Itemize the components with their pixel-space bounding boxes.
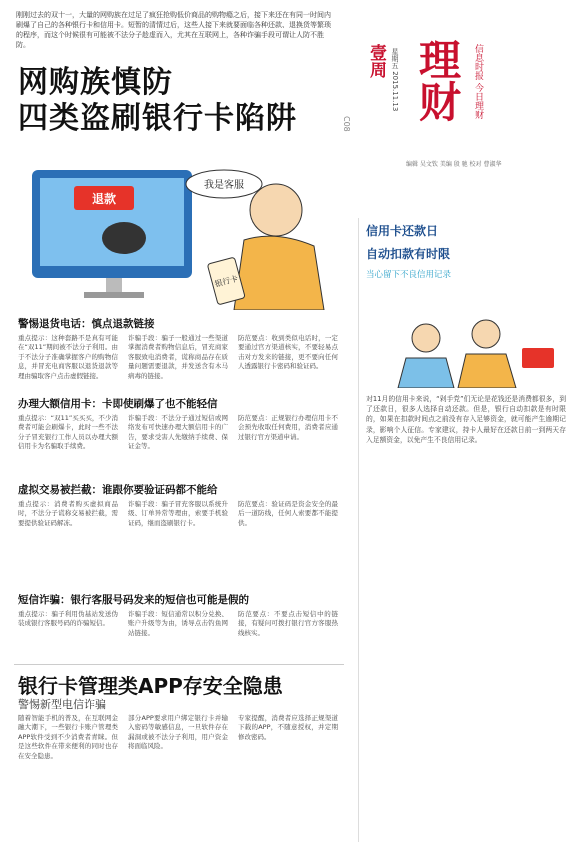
section-code: C08 — [342, 116, 351, 132]
section-2-col-3: 防范要点：正规银行办理信用卡不会预先收取任何费用，消费者应通过银行官方渠道申请。 — [238, 414, 338, 441]
masthead-brand: 信息时报 今日理财 — [473, 44, 483, 119]
section-2-col-2: 诈骗手段：不法分子通过短信或网络发布可快速办理大额信用卡的广告，要求受害人先缴纳手续费、保证金等。 — [128, 414, 228, 451]
masthead-editors: 编辑 吴文钦 美编 殷 驰 校对 曹淑华 — [406, 161, 502, 168]
section-1-col-1: 重点提示：这种套路不是真有可能在“双11”期间被不法分子利用。由于不法分子准确掌握客户的购物信息，并冒充电商客服以退货退款等理由骗取客户点击虚假链接。 — [18, 334, 118, 380]
section-1-col-2: 诈骗手段：骗子一般通过一些渠道掌握消费者购物信息后，冒充商家客服致电消费者，谎称商品存在质量问题需要退款，并发送含有木马病毒的链接。 — [128, 334, 228, 380]
app-section-subtitle: 警惕新型电信诈骗 — [18, 698, 106, 711]
section-2-title: 办理大额信用卡：卡即使刷爆了也不能轻信 — [18, 398, 218, 410]
app-col-2: 部分APP要求用户绑定银行卡并输入密码等敏感信息，一旦软件存在漏洞或被不法分子利用，用户资金将面临风险。 — [128, 714, 228, 751]
cartoon-body-1 — [398, 358, 454, 388]
refund-sign-text: 退款 — [91, 192, 117, 206]
newspaper-page — [14, 8, 566, 842]
masthead-weekly: 壹周 — [366, 44, 386, 78]
cartoon-card — [522, 348, 554, 368]
sidebar-header — [366, 222, 566, 280]
section-1-title: 警惕退货电话：慎点退款链接 — [18, 318, 155, 330]
masthead — [366, 18, 566, 178]
section-4-title: 短信诈骗：银行客服号码发来的短信也可能是假的 — [18, 594, 249, 606]
headline-line-2: 四类盗刷银行卡陷阱 — [18, 101, 297, 136]
app-col-1: 随着智能手机的普及，在互联网金融大潮下，一些银行卡账户管理类APP软件受到不少消费者青睐。但是这些软件在带来便利的同时也存在安全隐患。 — [18, 714, 118, 760]
section-3-col-3: 防范要点：验证码是资金安全的最后一道防线，任何人索要都不能提供。 — [238, 500, 338, 527]
scam-illustration — [14, 150, 332, 310]
sidebar-title-2: 自动扣款有时限 — [366, 247, 451, 261]
monitor-stand — [106, 278, 122, 294]
app-section-title: 银行卡管理类APP存安全隐患 — [18, 674, 283, 698]
victim-head — [250, 184, 302, 236]
section-divider — [14, 664, 344, 665]
victim-body — [234, 236, 324, 310]
section-3-col-1: 重点提示：消费者购买虚拟商品时，不法分子谎称交易被拦截，需要提供验证码解冻。 — [18, 500, 118, 527]
sidebar-body: 对11月的信用卡来说，“剁手党”们无论是花钱还是消费都很多，到了还款日，很多人选择自动还款。但是，银行自动扣款是有时限的，如果在扣款时间点之前没有存入足够资金，就可能产生逾期记录，影响个人征信。专家建议，持卡人最好在还款日前一到两天存入足额资金，以免产生不良信用记录。 — [366, 395, 566, 444]
section-4-col-2: 诈骗手段：短信通常以积分兑换、账户升级等为由，诱导点击钓鱼网站链接。 — [128, 610, 228, 637]
headline-line-1: 网购族慎防 — [18, 65, 173, 100]
bank-card-text: 银行卡 — [213, 273, 240, 289]
section-2-col-1: 重点提示：“双11”买买买，不少消费者可能会刷爆卡，此时一些不法分子冒充银行工作人员以办理大额信用卡为名骗取手续费。 — [18, 414, 118, 451]
section-4-col-1: 重点提示：骗子利用伪基站发送伪装成银行客服号码的诈骗短信。 — [18, 610, 118, 628]
cartoon-figure-1 — [412, 324, 440, 352]
section-3-title: 虚拟交易被拦截：谁跟你要验证码都不能给 — [18, 484, 218, 496]
masthead-title: 理财 — [413, 38, 462, 122]
cartoon-figure-2 — [472, 320, 500, 348]
app-col-3: 专家提醒，消费者应选择正规渠道下载的APP，不随意授权，并定期修改密码。 — [238, 714, 338, 741]
monitor-base — [84, 292, 144, 298]
column-divider — [358, 218, 359, 842]
hacker-hand — [102, 222, 146, 254]
intro-paragraph: 刚刚过去的双十一，大量的网购族在过足了疯狂抢购低价商品的购物瘾之后，接下来还在有同一时间内刷爆了自己的各种银行卡和信用卡。短暂的清情过后，这些人接下来就要面临各种还款、退换货等繁琐的程序，而这个时候很有可能被不法分子趁虚而入，尤其在互联网上，各种诈骗手段可谓让人防不胜防。 — [16, 11, 331, 49]
section-4-col-3: 防范要点：不要点击短信中的链接，有疑问可拨打银行官方客服热线核实。 — [238, 610, 338, 637]
section-1-col-3: 防范要点：收到类似电话时，一定要通过官方渠道核实，不要轻易点击对方发来的链接，更不要向任何人透露银行卡密码和验证码。 — [238, 334, 338, 371]
masthead-date: 星期五 2015.11.13 — [391, 48, 399, 112]
section-3-col-2: 诈骗手段：骗子冒充客服以系统升级、订单异常等理由，索要手机验证码，继而盗刷银行卡。 — [128, 500, 228, 527]
speech-bubble-text: 我是客服 — [204, 180, 244, 191]
cartoon-body-2 — [458, 354, 516, 388]
sidebar-illustration — [366, 308, 566, 388]
sidebar-subtitle: 当心留下不良信用记录 — [366, 270, 452, 280]
sidebar-title-1: 信用卡还款日 — [366, 224, 439, 238]
